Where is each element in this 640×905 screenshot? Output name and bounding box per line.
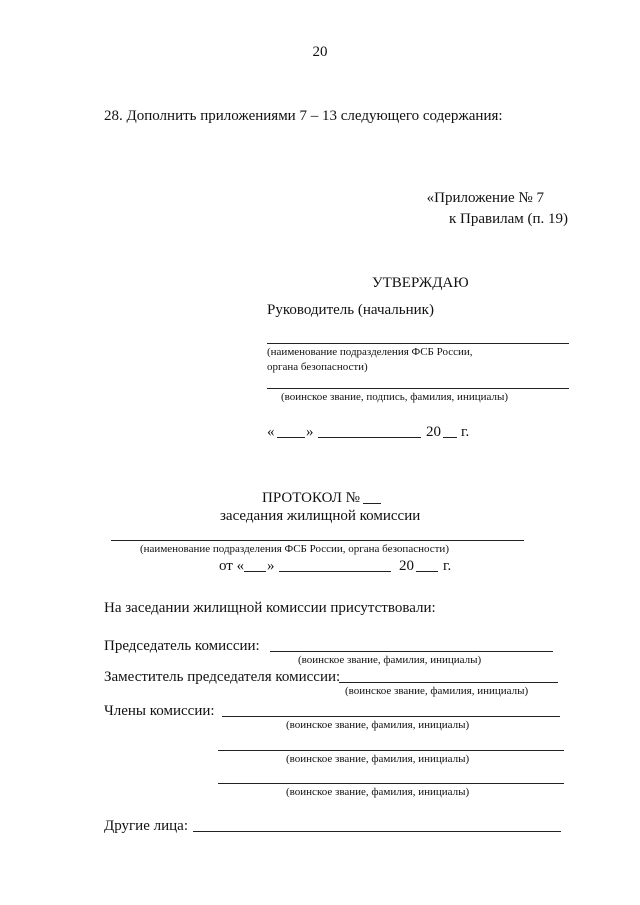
unit-name-line <box>267 343 569 344</box>
member-caption-1: (воинское звание, фамилия, инициалы) <box>286 719 470 731</box>
protocol-title: ПРОТОКОЛ № <box>262 490 360 506</box>
protocol-number-line <box>363 503 381 504</box>
member-line-3 <box>218 783 564 784</box>
protocol-year-line <box>416 571 438 572</box>
caption-unit-line2: органа безопасности) <box>267 361 368 373</box>
attendance-heading: На заседании жилищной комиссии присутствовали: <box>104 600 436 616</box>
signature-line <box>267 388 569 389</box>
protocol-month-line <box>279 571 391 572</box>
approval-day-line <box>277 437 305 438</box>
chair-caption: (воинское звание, фамилия, инициалы) <box>298 654 482 666</box>
others-label: Другие лица: <box>104 818 188 834</box>
approval-heading: УТВЕРЖДАЮ <box>372 275 469 291</box>
approval-position: Руководитель (начальник) <box>267 302 434 318</box>
protocol-caption-unit: (наименование подразделения ФСБ России, органа безопасности) <box>140 543 449 555</box>
page-number: 20 <box>312 44 328 60</box>
protocol-date-close-quote: » <box>267 558 275 574</box>
protocol-year-prefix: 20 <box>399 558 414 574</box>
member-caption-3: (воинское звание, фамилия, инициалы) <box>286 786 470 798</box>
member-line-1 <box>222 716 560 717</box>
member-line-2 <box>218 750 564 751</box>
appendix-number: «Приложение № 7 <box>426 190 544 206</box>
deputy-caption: (воинское звание, фамилия, инициалы) <box>345 685 529 697</box>
protocol-year-suffix: г. <box>443 558 452 574</box>
appendix-rule-ref: к Правилам (п. 19) <box>448 211 568 227</box>
member-caption-2: (воинское звание, фамилия, инициалы) <box>286 753 470 765</box>
caption-unit-line1: (наименование подразделения ФСБ России, <box>267 346 473 358</box>
approval-year-suffix: г. <box>461 424 470 440</box>
approval-month-line <box>318 437 421 438</box>
chair-label: Председатель комиссии: <box>104 638 260 654</box>
approval-year-line <box>443 437 457 438</box>
deputy-line <box>339 682 558 683</box>
approval-date-close-quote: » <box>306 424 314 440</box>
deputy-label: Заместитель председателя комиссии: <box>104 669 341 685</box>
caption-rank-signature: (воинское звание, подпись, фамилия, инициалы) <box>281 391 509 403</box>
approval-year-prefix: 20 <box>426 424 441 440</box>
protocol-subtitle: заседания жилищной комиссии <box>220 508 421 524</box>
protocol-unit-line <box>111 540 524 541</box>
protocol-date-from: от « <box>219 558 245 574</box>
members-label: Члены комиссии: <box>104 703 215 719</box>
others-line <box>193 831 561 832</box>
intro-text: 28. Дополнить приложениями 7 – 13 следующего содержания: <box>104 108 503 124</box>
protocol-day-line <box>244 571 266 572</box>
approval-date-open-quote: « <box>267 424 275 440</box>
chair-line <box>270 651 553 652</box>
